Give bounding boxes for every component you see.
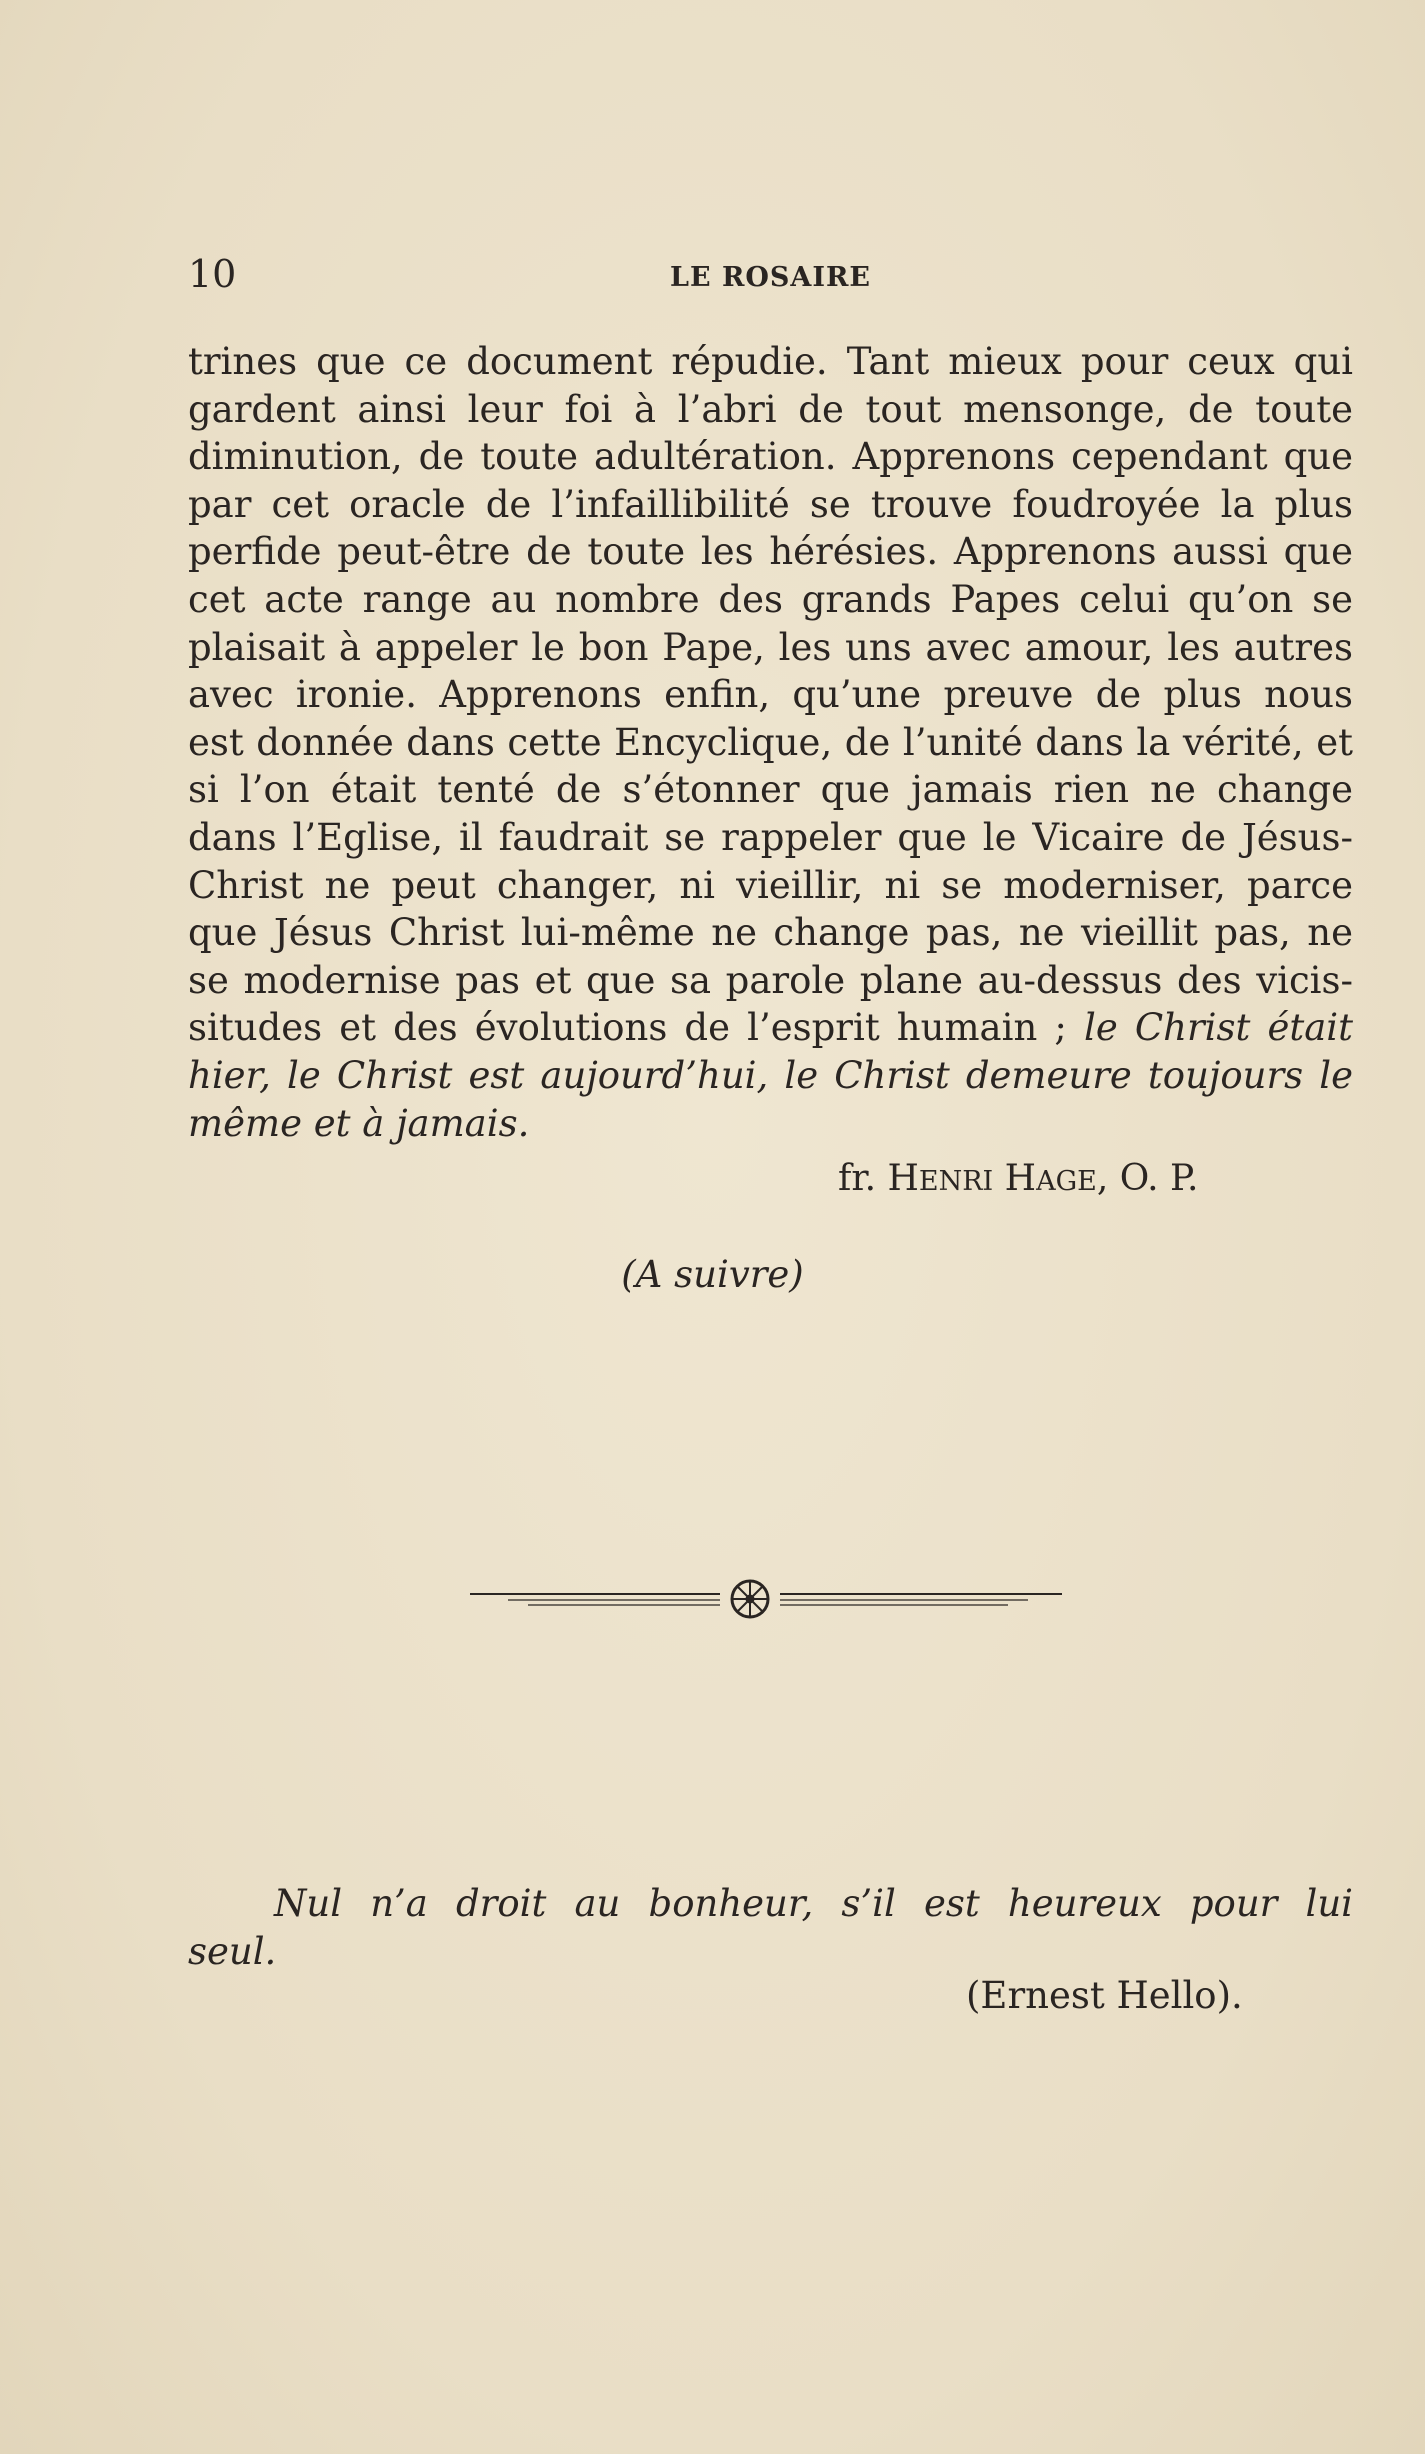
running-title: LE ROSAIRE bbox=[669, 262, 872, 293]
signature-smallcaps: AGE bbox=[1036, 1166, 1097, 1197]
signature-initial: H bbox=[887, 1158, 919, 1199]
text-line: Christ ne peut changer, ni vieillir, ni se moderniser, parce bbox=[188, 863, 1353, 907]
to-be-continued: (A suivre) bbox=[621, 1253, 804, 1296]
text-line: dans l’Eglise, il faudrait se rappeler que le Vicaire de Jésus- bbox=[188, 815, 1353, 859]
text-line: par cet oracle de l’infaillibilité se trouve foudroyée la plus bbox=[188, 482, 1353, 526]
quote-line: seul. bbox=[188, 1930, 277, 1973]
text-line: gardent ainsi leur foi à l’abri de tout mensonge, de toute bbox=[188, 387, 1353, 431]
ornamental-divider bbox=[468, 1572, 1064, 1622]
text-roman: situdes et des évolutions de l’esprit humain ; bbox=[188, 1006, 1084, 1050]
epigraph-quote bbox=[188, 1880, 1353, 1976]
text-line: trines que ce document répudie. Tant mieux pour ceux qui bbox=[188, 340, 1353, 383]
text-italic: le Christ était bbox=[1083, 1006, 1353, 1050]
text-italic: même et à jamais. bbox=[188, 1101, 530, 1145]
text-line: que Jésus Christ lui-même ne change pas, ne vieillit pas, ne bbox=[188, 911, 1353, 955]
text-line: si l’on était tenté de s’étonner que jamais rien ne change bbox=[188, 768, 1353, 812]
text-italic: hier, le Christ est aujourd’hui, le Christ demeure toujours le bbox=[188, 1053, 1353, 1097]
quote-attribution: (Ernest Hello). bbox=[966, 1974, 1243, 2017]
signature-suffix: , O. P. bbox=[1096, 1158, 1199, 1199]
rosette-icon bbox=[732, 1581, 768, 1617]
text-line bbox=[188, 1004, 1353, 1052]
quote-line: Nul n’a droit au bonheur, s’il est heureux pour lui bbox=[274, 1882, 1353, 1925]
text-line: est donnée dans cette Encyclique, de l’unité dans la vérité, et bbox=[188, 720, 1353, 764]
signature-smallcaps: ENRI bbox=[918, 1166, 994, 1197]
text-line: avec ironie. Apprenons enfin, qu’une preuve de plus nous bbox=[188, 673, 1353, 717]
page-number: 10 bbox=[188, 252, 237, 296]
text-line bbox=[188, 1052, 1353, 1100]
text-line bbox=[188, 1100, 1353, 1148]
signature-initial: H bbox=[1004, 1158, 1037, 1199]
text-line: se modernise pas et que sa parole plane au-dessus des vicis- bbox=[188, 958, 1353, 1002]
article-text bbox=[188, 338, 1353, 1147]
author-signature bbox=[838, 1158, 1198, 1199]
text-line: plaisait à appeler le bon Pape, les uns avec amour, les autres bbox=[188, 625, 1353, 669]
signature-prefix: fr. bbox=[838, 1158, 888, 1199]
page-header bbox=[188, 252, 1353, 302]
text-line: cet acte range au nombre des grands Papes celui qu’on se bbox=[188, 577, 1353, 621]
text-line: perfide peut-être de toute les hérésies. Apprenons aussi que bbox=[188, 530, 1353, 574]
text-line: diminution, de toute adultération. Apprenons cependant que bbox=[188, 435, 1353, 479]
